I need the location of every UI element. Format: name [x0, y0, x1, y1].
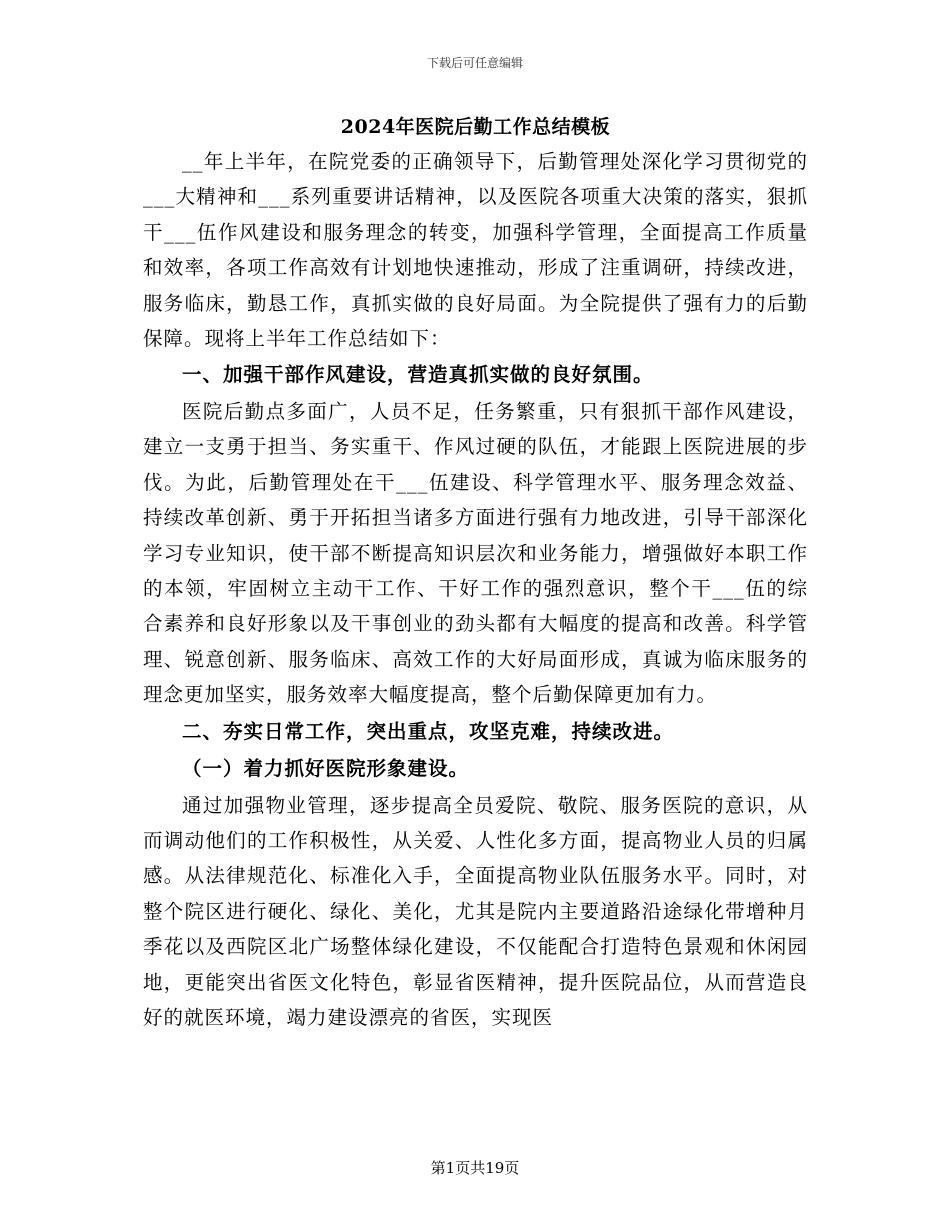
- document-title: 2024年医院后勤工作总结模板: [340, 116, 611, 138]
- section-heading-2: 二、夯实日常工作，突出重点，攻坚克难，持续改进。: [182, 719, 675, 743]
- subsection-1-paragraph: 通过加强物业管理，逐步提高全员爱院、敬院、服务医院的意识，从而调动他们的工作积极性，从关爱、人性化多方面，提高物业人员的归属感。从法律规范化、标准化入手，全面提高物业队伍服务水平。同时，对整个院区进行硬化、绿化、美化，尤其是院内主要道路沿途绿化带增种月季花以及西院区北广场整体绿化建设，不仅能配合打造特色景观和休闲园地，更能突出省医文化特色，彰显省医精神，提升医院品位，从而营造良好的就医环境，竭力建设漂亮的省医，实现医: [143, 793, 808, 1030]
- section-1-paragraph: 医院后勤点多面广，人员不足，任务繁重，只有狠抓干部作风建设，建立一支勇于担当、务实重干、作风过硬的队伍，才能跟上医院进展的步伐。为此，后勤管理处在干___伍建设、科学管理水平、服务理念效益、持续改革创新、勇于开拓担当诸多方面进行强有力地改进，引导干部深化学习专业知识，使干部不断提高知识层次和业务能力，增强做好本职工作的本领，牢固树立主动干工作、干好工作的强烈意识，整个干___伍的综合素养和良好形象以及干事创业的劲头都有大幅度的提高和改善。科学管理、锐意创新、服务临床、高效工作的大好局面形成，真诚为临床服务的理念更加坚实，服务效率大幅度提高，整个后勤保障更加有力。: [143, 399, 808, 707]
- page-number: 第1页共19页: [430, 1159, 520, 1177]
- section-heading-1: 一、加强干部作风建设，营造真抓实做的良好氛围。: [182, 363, 654, 387]
- intro-paragraph: __年上半年，在院党委的正确领导下，后勤管理处深化学习贯彻党的___大精神和___系列重要讲话精神，以及医院各项重大决策的落实，狠抓干___伍作风建设和服务理念的转变，加强科学管理，全面提高工作质量和效率，各项工作高效有计划地快速推动，形成了注重调研，持续改进，服务临床，勤恳工作，真抓实做的良好局面。为全院提供了强有力的后勤保障。现将上半年工作总结如下：: [143, 150, 808, 351]
- header-note: 下载后可任意编辑: [426, 56, 523, 70]
- subsection-heading-1: （一）着力抓好医院形象建设。: [182, 757, 470, 781]
- document-body: [143, 110, 808, 1035]
